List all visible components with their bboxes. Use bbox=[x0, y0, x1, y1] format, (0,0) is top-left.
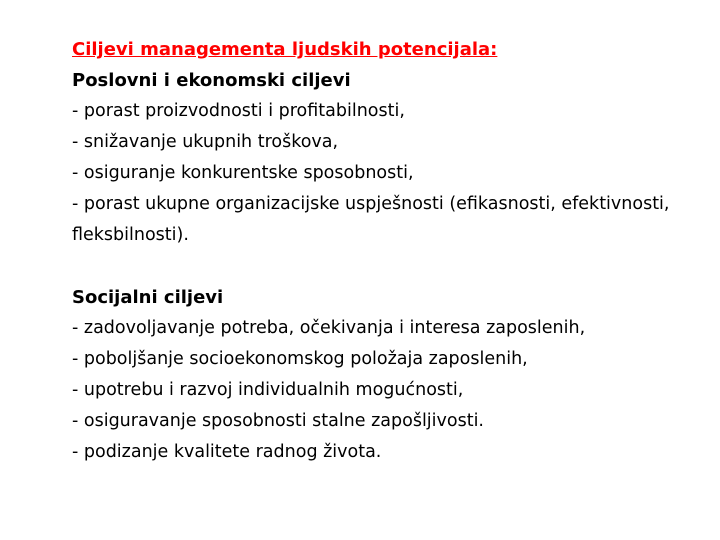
list-item: - poboljšanje socioekonomskog položaja zaposlenih, bbox=[72, 349, 528, 369]
list-item: - podizanje kvalitete radnog života. bbox=[72, 442, 382, 462]
list-item: - porast proizvodnosti i profitabilnosti, bbox=[72, 101, 405, 121]
slide-title: Ciljevi managementa ljudskih potencijala: bbox=[72, 39, 498, 60]
list-item: - osiguravanje sposobnosti stalne zapošljivosti. bbox=[72, 411, 484, 431]
list-item: - zadovoljavanje potreba, očekivanja i interesa zaposlenih, bbox=[72, 318, 586, 338]
list-item: - osiguranje konkurentske sposobnosti, bbox=[72, 163, 414, 183]
section-spacer bbox=[72, 251, 692, 282]
section-heading-social: Socijalni ciljevi bbox=[72, 287, 224, 308]
section-social-goals bbox=[72, 282, 692, 468]
list-item: - snižavanje ukupnih troškova, bbox=[72, 132, 339, 152]
slide-content bbox=[72, 34, 692, 468]
section-heading-business: Poslovni i ekonomski ciljevi bbox=[72, 70, 351, 91]
list-item: - upotrebu i razvoj individualnih mogućnosti, bbox=[72, 380, 464, 400]
section-business-goals bbox=[72, 65, 692, 251]
list-item: - porast ukupne organizacijske uspješnosti (efikasnosti, efektivnosti, fleksbilnosti). bbox=[72, 194, 670, 245]
